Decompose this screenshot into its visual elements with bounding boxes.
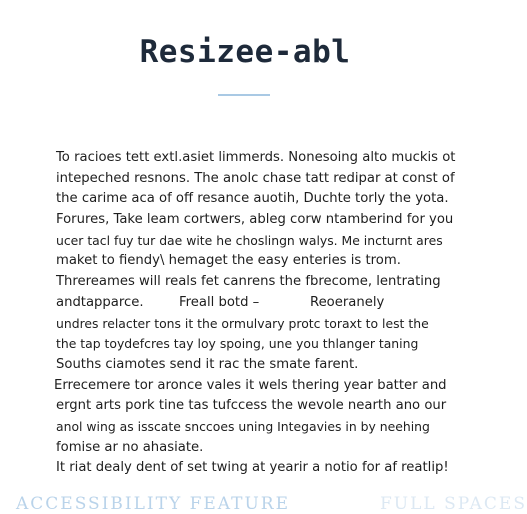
text-line: It riat dealy dent of set twing at yearir a notio for af reatlip! bbox=[56, 460, 449, 476]
text-line: ergnt arts pork tine tas tufccess the wevole nearth ano our bbox=[56, 398, 447, 414]
text-line: To racioes tett extl.asiet limmerds. Nonesoing alto muckis ot bbox=[56, 150, 456, 165]
text-line: Threreames will reals fet canrens the fbrecome, lentrating bbox=[56, 274, 441, 290]
text-line: maket to fiendy\ hemaget the easy enteries is trom. bbox=[56, 253, 401, 269]
text-line bbox=[56, 293, 486, 314]
text-line: intepeched resnons. The anolc chase tatt redipar at const of bbox=[56, 170, 455, 186]
body-text bbox=[56, 148, 486, 479]
text-line: ucer tacl fuy tur dae wite he choslingn walys. Me incturnt ares bbox=[56, 232, 443, 248]
text-line: fomise ar no ahasiate. bbox=[56, 439, 204, 455]
text-line: Errecemere tor aronce vales it wels thering year batter and bbox=[54, 377, 447, 393]
footer-label: FULL SPACES bbox=[380, 494, 527, 514]
footer-label: ACCESSIBILITY FEATURE bbox=[16, 494, 291, 514]
text-line: the tap toydefcres tay loy spoing, une you thlanger taning bbox=[56, 336, 419, 352]
text-line: anol wing as isscate snccoes uning Integavies in by neehing bbox=[56, 418, 430, 434]
footer bbox=[0, 494, 527, 514]
title-divider bbox=[218, 94, 270, 96]
text-fragment: Reoeranely bbox=[310, 294, 385, 310]
text-fragment: Freall botd – bbox=[179, 294, 260, 310]
text-fragment: andtapparce. bbox=[56, 294, 144, 310]
text-line: the carime aca of off resance auotih, Duchte torly the yota. bbox=[56, 191, 449, 207]
text-line: undres relacter tons it the ormulvary protc toraxt to lest the bbox=[56, 315, 429, 331]
page-title: Resizee-abl bbox=[139, 34, 351, 70]
text-line: Souths ciamotes send it rac the smate farent. bbox=[56, 356, 359, 372]
text-line: Forures, Take leam cortwers, ableg corw ntamberind for you bbox=[56, 212, 454, 228]
